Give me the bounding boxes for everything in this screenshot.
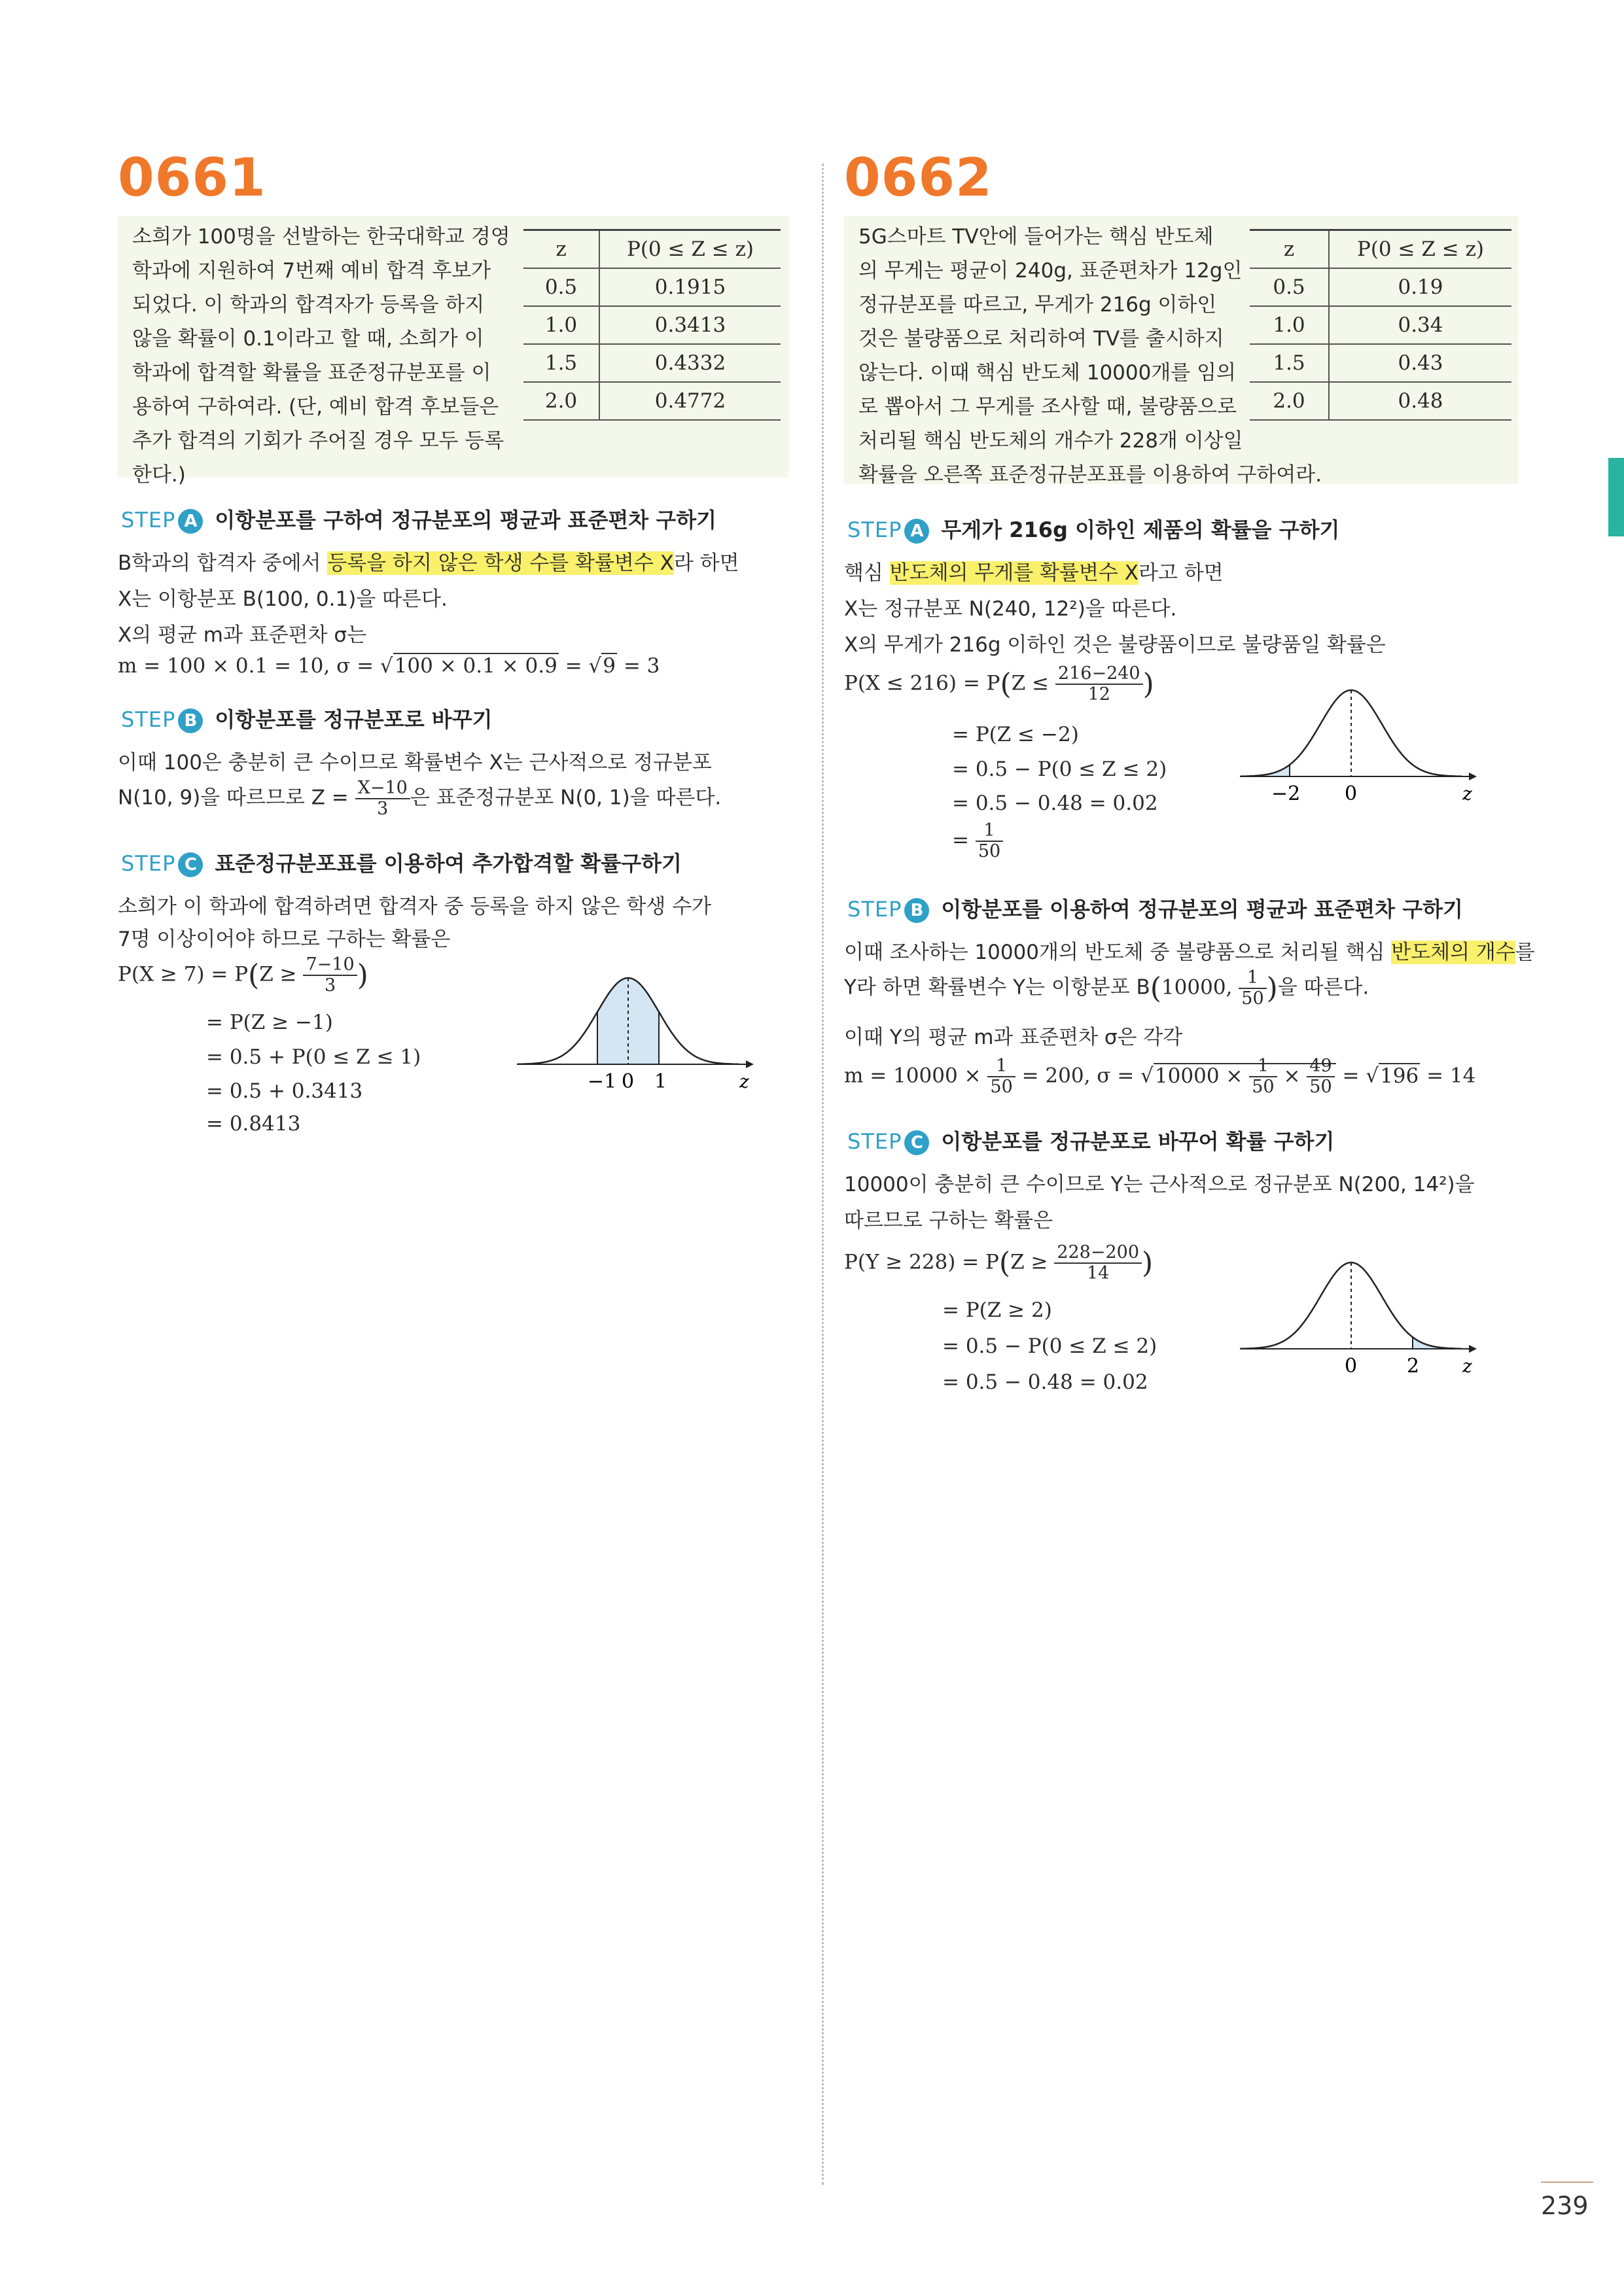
table-row: 0.5 0.19 <box>1250 268 1511 306</box>
table-header-z: z <box>1250 230 1329 269</box>
shaded-area <box>1413 1337 1449 1349</box>
normal-table-0661 <box>523 229 781 421</box>
tick-label: 0 <box>1345 1355 1358 1378</box>
step-b-heading-0662: STEP B 이항분포를 이용하여 정규분포의 평균과 표준편차 구하기 <box>847 897 1463 922</box>
step-a-line3: X의 무게가 216g 이하인 것은 불량품이므로 불량품일 확률은 <box>844 633 1386 657</box>
problem-line: 정규분포를 따르고, 무게가 216g 이하인 <box>858 293 1217 317</box>
step-a-eq5: = $\frac{1}{50}$ <box>952 821 1003 861</box>
step-b-line1: 이때 조사하는 10000개의 반도체 중 불량품으로 처리될 핵심 반도체의 개수를 <box>844 941 1535 964</box>
page-number: 239 <box>1541 2191 1589 2220</box>
step-a-line2: X는 이항분포 B(100, 0.1)을 따른다. <box>118 587 448 611</box>
normal-table-0662 <box>1250 229 1511 421</box>
table-row: 2.0 0.4772 <box>523 382 781 420</box>
normal-curve-graph-0661 <box>517 965 759 1096</box>
tick-label: 0 <box>622 1070 635 1093</box>
problem-box-0661 <box>118 216 788 487</box>
step-a-line2: X는 정규분포 N(240, 12²)을 따른다. <box>844 597 1177 621</box>
axis-arrow <box>1469 773 1477 780</box>
shaded-area <box>1253 765 1290 776</box>
step-c-eq2: = P(Z ≥ 2) <box>942 1298 1052 1322</box>
step-b-line2: N(10, 9)을 따르므로 Z = $\frac{X-10}{3}$ 은 표준정규분포 N(0, 1)을 따른다. <box>118 778 722 819</box>
problem-line: 것은 불량품으로 처리하여 TV를 출시하지 <box>858 327 1224 351</box>
table-header-z: z <box>523 230 599 269</box>
step-c-line1: 소희가 이 학과에 합격하려면 합격자 중 등록을 하지 않은 학생 수가 <box>118 895 712 918</box>
problem-number-0661: 0661 <box>118 147 266 208</box>
table-header-p: P(0 ≤ Z ≤ z) <box>599 230 781 269</box>
problem-line: 학과에 합격할 확률을 표준정규분포를 이 <box>132 361 491 385</box>
step-a-eq3: = 0.5 − P(0 ≤ Z ≤ 2) <box>952 757 1167 781</box>
step-c-eq4: = 0.5 + 0.3413 <box>206 1079 363 1103</box>
tick-label: 2 <box>1407 1355 1420 1378</box>
step-b-line3: 이때 Y의 평균 m과 표준편차 σ은 각각 <box>844 1026 1183 1049</box>
problem-line: 소희가 100명을 선발하는 한국대학교 경영 <box>132 225 510 249</box>
problem-line: 의 무게는 평균이 240g, 표준편차가 12g인 <box>858 259 1243 283</box>
chapter-tab <box>1608 458 1624 536</box>
table-header-p: P(0 ≤ Z ≤ z) <box>1329 230 1511 269</box>
step-a-heading-0661: STEP A 이항분포를 구하여 정규분포의 평균과 표준편차 구하기 <box>121 508 717 532</box>
problem-line: 않는다. 이때 핵심 반도체 10000개를 임의 <box>858 361 1236 385</box>
step-c-heading-0662: STEP C 이항분포를 정규분포로 바꾸어 확률 구하기 <box>847 1129 1335 1154</box>
axis-label: z <box>739 1071 749 1092</box>
tick-label: −2 <box>1271 782 1301 805</box>
problem-line: 추가 합격의 기회가 주어질 경우 모두 등록 <box>132 429 504 453</box>
table-row: 1.5 0.4332 <box>523 344 781 382</box>
problem-line: 용하여 구하여라. (단, 예비 합격 후보들은 <box>132 395 499 419</box>
step-c-eq5: = 0.8413 <box>206 1112 301 1136</box>
axis-arrow <box>746 1060 754 1068</box>
step-c-eq3: = 0.5 − P(0 ≤ Z ≤ 2) <box>942 1334 1157 1358</box>
step-c-eq4: = 0.5 − 0.48 = 0.02 <box>942 1370 1148 1394</box>
axis-label: z <box>1462 783 1472 805</box>
table-row: 2.0 0.48 <box>1250 382 1511 420</box>
step-c-heading-0661: STEP C 표준정규분포표를 이용하여 추가합격할 확률구하기 <box>121 851 682 876</box>
tick-label: 0 <box>1345 782 1358 805</box>
step-c-eq1: P(Y ≥ 228) = P(Z ≥ $\frac{228-200}{14}$ ) <box>844 1242 1154 1283</box>
problem-line: 않을 확률이 0.1이라고 할 때, 소희가 이 <box>132 327 484 351</box>
axis-label: z <box>1462 1355 1472 1377</box>
problem-line: 처리될 핵심 반도체의 개수가 228개 이상일 <box>858 429 1243 453</box>
step-b-line1: 이때 100은 충분히 큰 수이므로 확률변수 X는 근사적으로 정규분포 <box>118 751 712 774</box>
step-b-line4: m = 10000 × $\frac{1}{50}$ = 200, σ = √10000 × $\frac{1}{50}$ × $\frac{49}{50}$ = √196 = 14 <box>844 1056 1476 1097</box>
column-divider <box>822 164 824 2185</box>
problem-number-0662: 0662 <box>844 147 993 208</box>
step-c-eq1: P(X ≥ 7) = P(Z ≥ $\frac{7-10}{3}$ ) <box>118 954 368 996</box>
step-a-eq2: = P(Z ≤ −2) <box>952 723 1079 746</box>
step-a-line4: m = 100 × 0.1 = 10, σ = √100 × 0.1 × 0.9 = √9 = 3 <box>118 654 660 678</box>
step-a-line3: X의 평균 m과 표준편차 σ는 <box>118 623 367 647</box>
step-c-eq2: = P(Z ≥ −1) <box>206 1011 333 1034</box>
problem-line: 학과에 지원하여 7번째 예비 합격 후보가 <box>132 259 491 283</box>
step-a-heading-0662: STEP A 무게가 216g 이하인 제품의 확률을 구하기 <box>847 517 1340 542</box>
step-c-line2: 따르므로 구하는 확률은 <box>844 1209 1053 1232</box>
table-row: 1.0 0.3413 <box>523 306 781 344</box>
problem-box-0662 <box>844 216 1518 487</box>
table-row: 1.5 0.43 <box>1250 344 1511 382</box>
axis-arrow <box>1469 1345 1477 1353</box>
problem-line: 한다.) <box>132 463 186 487</box>
step-c-eq3: = 0.5 + P(0 ≤ Z ≤ 1) <box>206 1045 421 1069</box>
step-a-line1: B학과의 합격자 중에서 등록을 하지 않은 학생 수를 확률변수 X라 하면 <box>118 551 739 575</box>
normal-curve-graph-0662-c <box>1240 1249 1482 1380</box>
step-c-line2: 7명 이상이어야 하므로 구하는 확률은 <box>118 928 451 951</box>
problem-line: 로 뽑아서 그 무게를 조사할 때, 불량품으로 <box>858 395 1237 419</box>
step-a-eq4: = 0.5 − 0.48 = 0.02 <box>952 791 1158 815</box>
table-row: 0.5 0.1915 <box>523 268 781 306</box>
problem-text-0661 <box>132 220 518 492</box>
problem-line: 확률을 오른쪽 표준정규분포표를 이용하여 구하여라. <box>858 463 1322 487</box>
step-b-heading-0661: STEP B 이항분포를 정규분포로 바꾸기 <box>121 707 493 732</box>
normal-curve-graph-0662-a <box>1240 677 1482 808</box>
table-row: 1.0 0.34 <box>1250 306 1511 344</box>
tick-label: −1 <box>588 1070 617 1093</box>
problem-line: 되었다. 이 학과의 합격자가 등록을 하지 <box>132 293 485 317</box>
step-b-line2: Y라 하면 확률변수 Y는 이항분포 B(10000, $\frac{1}{50}$ )을 따른다. <box>844 967 1369 1009</box>
problem-line: 5G스마트 TV안에 들어가는 핵심 반도체 <box>858 225 1214 249</box>
step-a-eq1: P(X ≤ 216) = P(Z ≤ $\frac{216-240}{12}$ ) <box>844 663 1154 704</box>
page-number-rule <box>1541 2182 1593 2183</box>
step-a-line1: 핵심 반도체의 무게를 확률변수 X라고 하면 <box>844 561 1224 585</box>
step-c-line1: 10000이 충분히 큰 수이므로 Y는 근사적으로 정규분포 N(200, 14²)을 <box>844 1173 1475 1196</box>
tick-label: 1 <box>654 1070 667 1093</box>
